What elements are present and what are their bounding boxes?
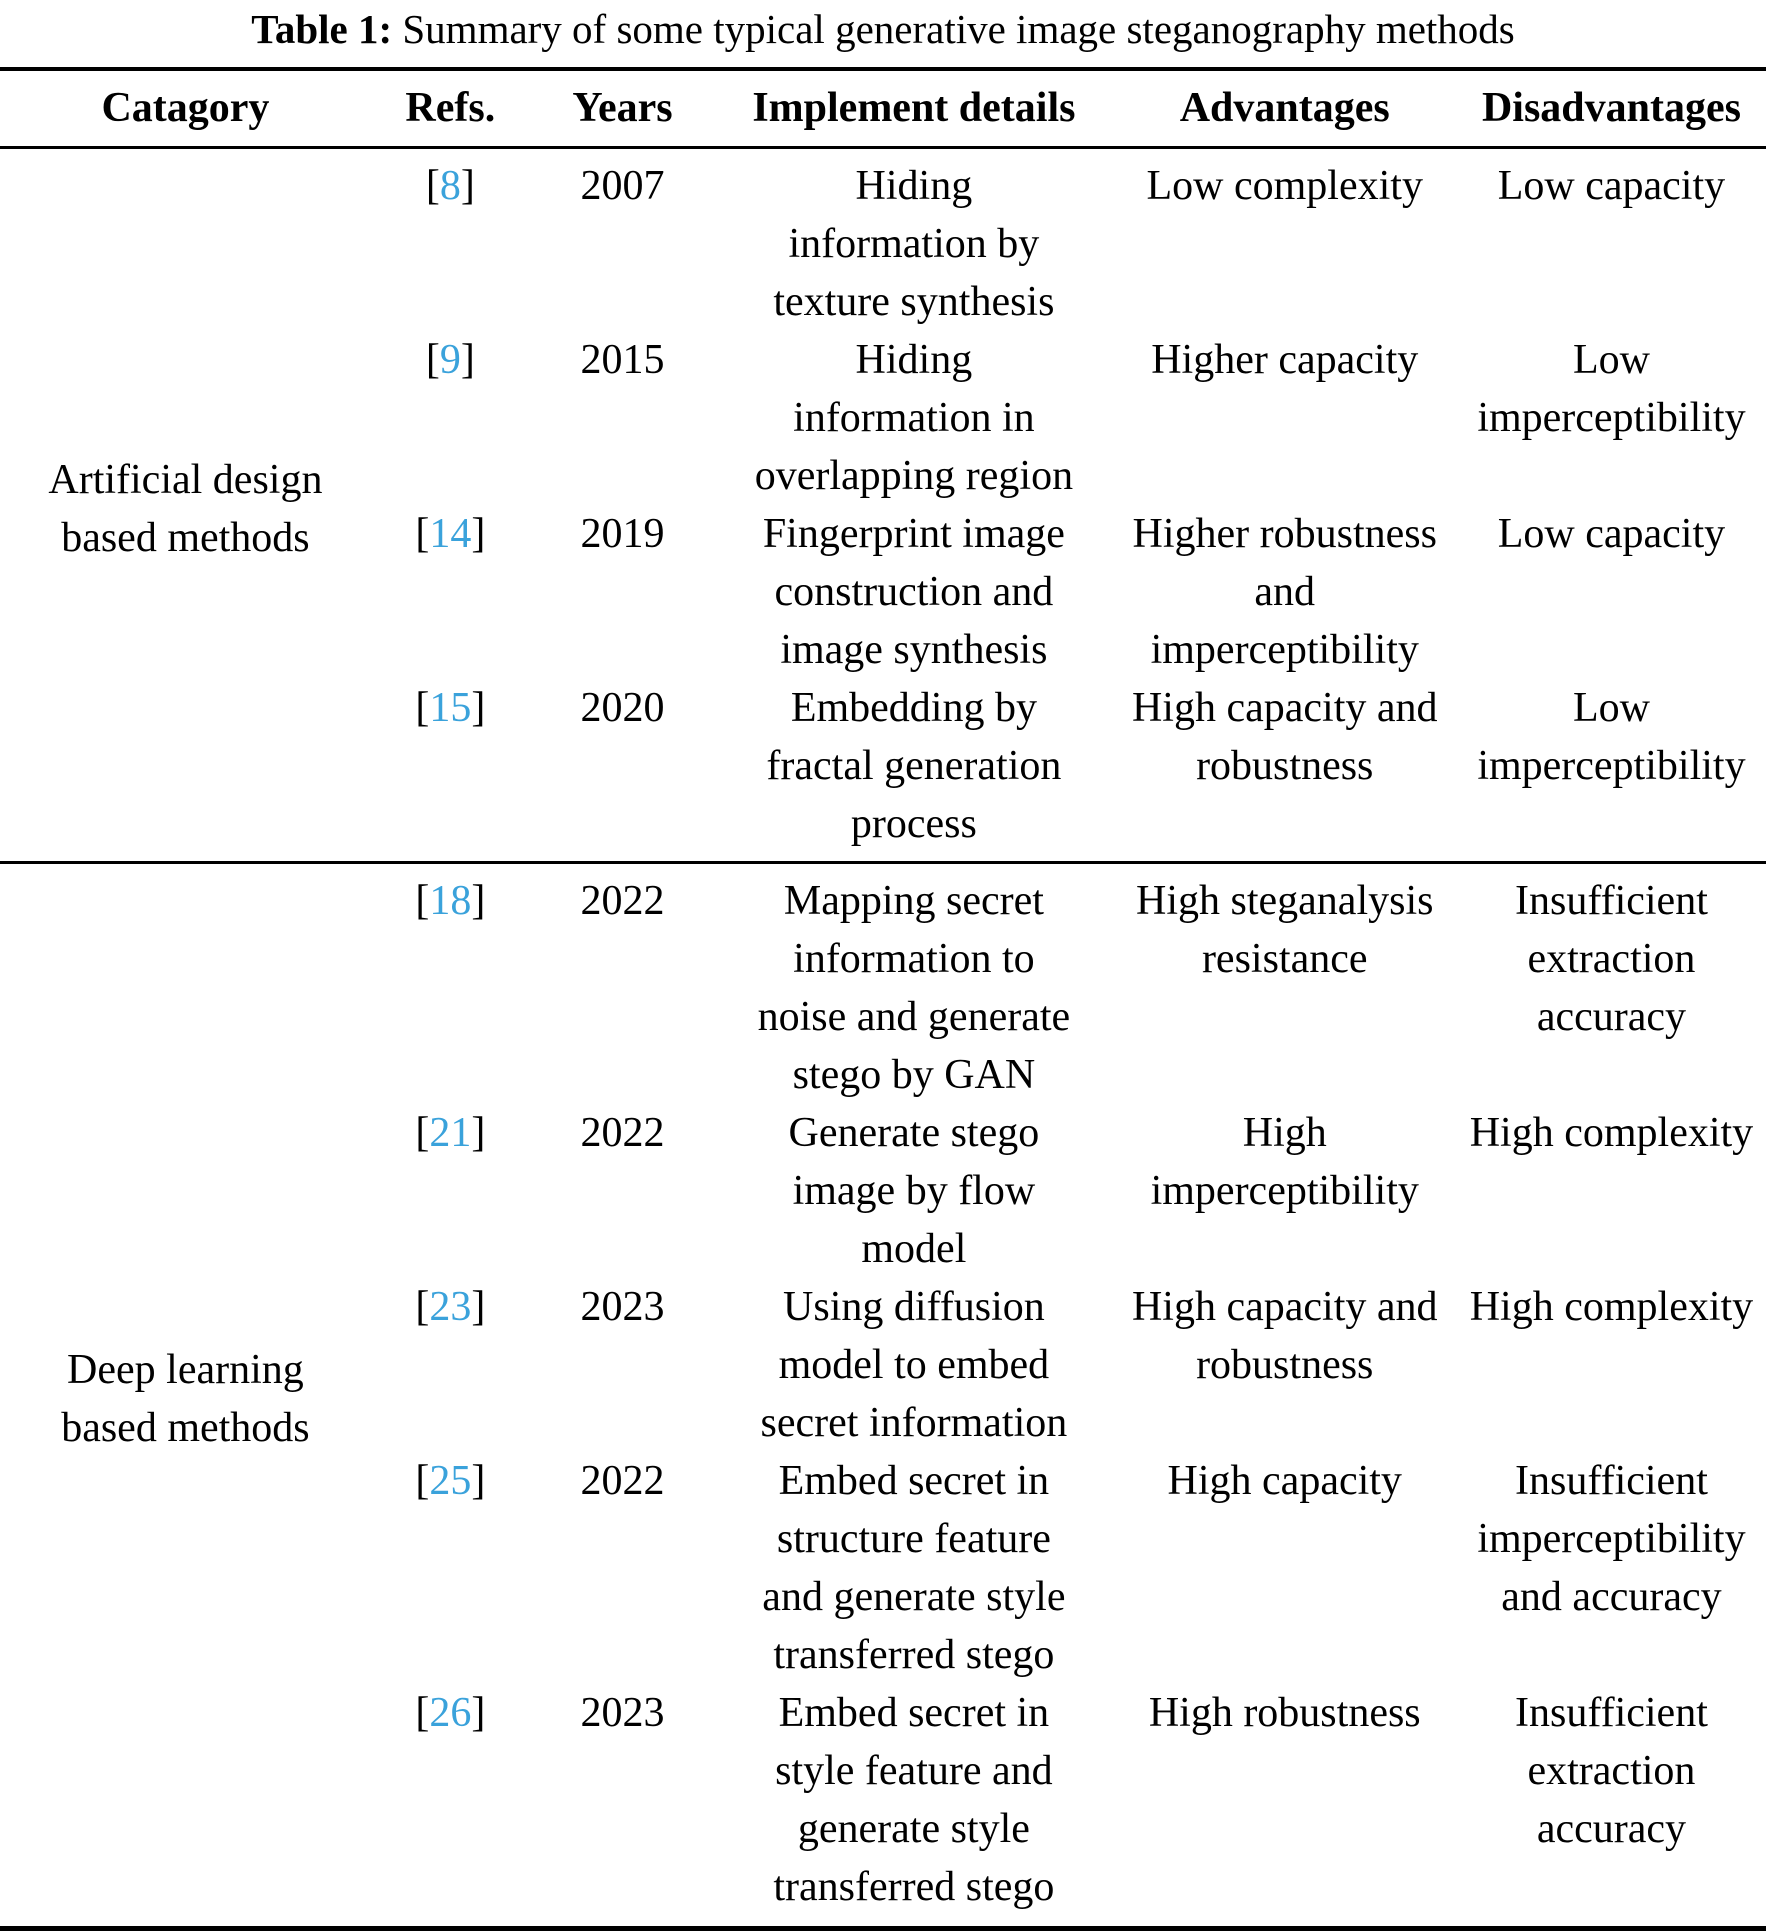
advantages-text: Low complexity (1146, 163, 1423, 209)
group-deep-learning (0, 863, 1766, 1929)
year-cell: 2020 (580, 685, 665, 731)
col-header-years: Years (530, 69, 715, 148)
advantages-cell (1113, 1684, 1457, 1929)
disadvantages-text: Low imperceptibility (1477, 337, 1746, 441)
advantages-cell (1113, 505, 1457, 679)
ref-cell (371, 1278, 530, 1452)
col-header-refs: Refs. (371, 69, 530, 148)
category-cell-artificial-design (0, 148, 371, 863)
col-header-advantages: Advantages (1113, 69, 1457, 148)
disadvantages-cell (1457, 331, 1766, 505)
advantages-cell (1113, 679, 1457, 863)
advantages-cell (1113, 1104, 1457, 1278)
col-header-catagory: Catagory (0, 69, 371, 148)
ref-cell (371, 1684, 530, 1929)
details-text: Hiding information in overlapping region (754, 337, 1074, 499)
details-text: Mapping secret information to noise and generate stego by GAN (757, 878, 1071, 1098)
ref-bracket-close: ] (471, 878, 486, 924)
details-text: Using diffusion model to embed secret information (760, 1284, 1068, 1446)
citation-link[interactable]: 21 (429, 1110, 472, 1156)
disadvantages-text: Low imperceptibility (1477, 685, 1746, 789)
details-cell (715, 505, 1112, 679)
details-text: Embed secret in style feature and generate style transferred stego (773, 1690, 1055, 1910)
details-text: Embed secret in structure feature and generate style transferred stego (762, 1458, 1066, 1678)
disadvantages-cell (1457, 1104, 1766, 1278)
citation-link[interactable]: 14 (429, 511, 472, 557)
advantages-text: High capacity and robustness (1131, 1284, 1438, 1388)
summary-table (0, 67, 1766, 1931)
advantages-text: High capacity (1167, 1458, 1402, 1504)
ref-cell (371, 679, 530, 863)
ref-bracket-close: ] (471, 1284, 486, 1330)
category-label: Deep learning based methods (61, 1347, 310, 1451)
advantages-cell (1113, 1278, 1457, 1452)
disadvantages-cell (1457, 1452, 1766, 1684)
ref-bracket-open: [ (425, 163, 440, 209)
table-row (0, 863, 1766, 1105)
details-cell (715, 1452, 1112, 1684)
header-row (0, 69, 1766, 148)
advantages-text: Higher robustness and imperceptibility (1132, 511, 1437, 673)
disadvantages-text: Insufficient extraction accuracy (1515, 878, 1708, 1040)
advantages-cell (1113, 148, 1457, 332)
citation-link[interactable]: 18 (429, 878, 472, 924)
details-text: Embedding by fractal generation process (766, 685, 1062, 847)
ref-cell (371, 331, 530, 505)
table-row (0, 148, 1766, 332)
ref-bracket-close: ] (460, 337, 475, 383)
citation-link[interactable]: 26 (429, 1690, 472, 1736)
details-cell (715, 1684, 1112, 1929)
ref-bracket-close: ] (471, 1458, 486, 1504)
disadvantages-cell (1457, 148, 1766, 332)
year-cell: 2022 (580, 1110, 665, 1156)
year-cell: 2023 (580, 1284, 665, 1330)
ref-cell (371, 1452, 530, 1684)
category-label: Artificial design based methods (48, 457, 323, 561)
ref-bracket-open: [ (415, 878, 430, 924)
ref-cell (371, 1104, 530, 1278)
ref-bracket-open: [ (415, 1690, 430, 1736)
ref-bracket-close: ] (471, 511, 486, 557)
year-cell: 2015 (580, 337, 665, 383)
ref-bracket-open: [ (415, 1284, 430, 1330)
disadvantages-text: Insufficient extraction accuracy (1515, 1690, 1708, 1852)
ref-bracket-open: [ (425, 337, 440, 383)
citation-link[interactable]: 23 (429, 1284, 472, 1330)
col-header-implement-details: Implement details (715, 69, 1112, 148)
advantages-text: High capacity and robustness (1131, 685, 1438, 789)
advantages-text: Higher capacity (1151, 337, 1419, 383)
disadvantages-text: Low capacity (1497, 511, 1726, 557)
advantages-cell (1113, 1452, 1457, 1684)
disadvantages-text: High complexity (1469, 1110, 1754, 1156)
year-cell: 2022 (580, 878, 665, 924)
table-caption (0, 4, 1766, 54)
ref-bracket-close: ] (471, 685, 486, 731)
details-text: Generate stego image by flow model (788, 1110, 1040, 1272)
year-cell: 2007 (580, 163, 665, 209)
details-cell (715, 1278, 1112, 1452)
advantages-cell (1113, 863, 1457, 1105)
table-caption-text: Summary of some typical generative image steganography methods (392, 6, 1515, 52)
disadvantages-cell (1457, 679, 1766, 863)
details-cell (715, 148, 1112, 332)
advantages-cell (1113, 331, 1457, 505)
table-caption-label: Table 1: (251, 6, 393, 52)
disadvantages-cell (1457, 1278, 1766, 1452)
ref-cell (371, 505, 530, 679)
advantages-text: High imperceptibility (1150, 1110, 1419, 1214)
details-text: Fingerprint image construction and image synthesis (762, 511, 1065, 673)
disadvantages-cell (1457, 505, 1766, 679)
details-cell (715, 331, 1112, 505)
col-header-disadvantages: Disadvantages (1457, 69, 1766, 148)
ref-bracket-close: ] (460, 163, 475, 209)
citation-link[interactable]: 25 (429, 1458, 472, 1504)
year-cell: 2023 (580, 1690, 665, 1736)
ref-cell (371, 863, 530, 1105)
ref-bracket-close: ] (471, 1690, 486, 1736)
citation-link[interactable]: 8 (439, 163, 461, 209)
ref-bracket-close: ] (471, 1110, 486, 1156)
category-cell-deep-learning (0, 863, 371, 1929)
disadvantages-text: Low capacity (1497, 163, 1726, 209)
advantages-text: High robustness (1148, 1690, 1421, 1736)
disadvantages-cell (1457, 1684, 1766, 1929)
ref-bracket-open: [ (415, 1458, 430, 1504)
year-cell: 2019 (580, 511, 665, 557)
disadvantages-cell (1457, 863, 1766, 1105)
details-cell (715, 679, 1112, 863)
details-cell (715, 863, 1112, 1105)
paper-table-figure (0, 4, 1766, 1931)
details-text: Hiding information by texture synthesis (773, 163, 1055, 325)
ref-bracket-open: [ (415, 685, 430, 731)
ref-bracket-open: [ (415, 1110, 430, 1156)
ref-bracket-open: [ (415, 511, 430, 557)
disadvantages-text: Insufficient imperceptibility and accuracy (1477, 1458, 1746, 1620)
ref-cell (371, 148, 530, 332)
advantages-text: High steganalysis resistance (1136, 878, 1434, 982)
details-cell (715, 1104, 1112, 1278)
citation-link[interactable]: 15 (429, 685, 472, 731)
year-cell: 2022 (580, 1458, 665, 1504)
citation-link[interactable]: 9 (439, 337, 461, 383)
disadvantages-text: High complexity (1469, 1284, 1754, 1330)
group-artificial-design (0, 148, 1766, 863)
